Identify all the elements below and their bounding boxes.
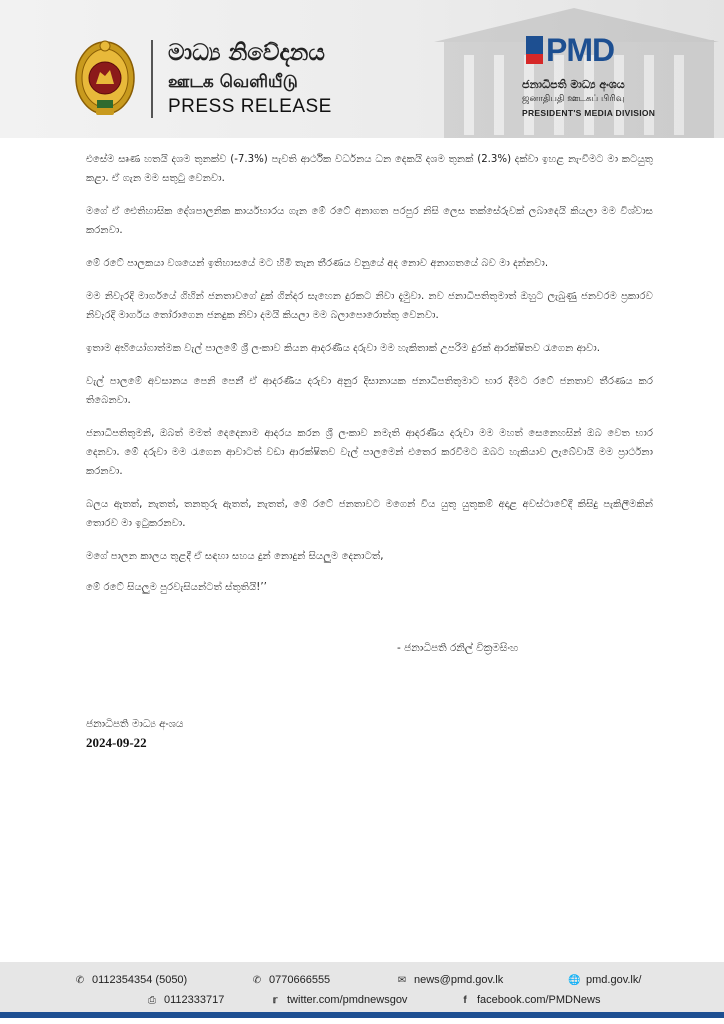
footer-email[interactable] — [396, 974, 503, 986]
pmd-logo — [526, 34, 614, 66]
paragraph: මේ රටේ සියලුම පුරවැසියන්ටත් ස්තුතියි!’’ — [86, 582, 267, 593]
division-tamil: ஜனாதிபதி ஊடகப் பிரிவு — [522, 94, 625, 104]
header-divider — [151, 40, 153, 118]
phone-icon: ✆ — [75, 974, 85, 986]
footer-accent-bar — [0, 1012, 724, 1018]
website-text: pmd.gov.lk/ — [586, 974, 642, 986]
facebook-icon: f — [463, 994, 467, 1006]
signature: - ජනාධිපති රනිල් වික්‍රමසිංහ — [397, 642, 519, 654]
paragraph: එසේම සෘණ හතයි දශම තුනක්ව (-7.3%) පැවති ආර්ථික වර්ධනය ධන දෙකයි දශම තුනක් (2.3%) දක්වා ඉහළ නැංවීමට මා කටයුතු කළා. ඒ ගැන මම සතුටු වෙනවා. — [86, 154, 653, 184]
pmd-logo-mark-icon — [526, 36, 543, 64]
paragraph: වැල් පාලමේ අවසානය පෙනි පෙනී ඒ ආදරණීය දරුවා අනුර දිසානායක ජනාධිපතිතුමාට භාර දීමට රටේ ජනතාව තීරණය කර තිබෙනවා. — [86, 376, 653, 406]
facebook-text: facebook.com/PMDNews — [477, 994, 601, 1006]
footer — [0, 962, 724, 1018]
phone1-text: 0112354354 (5050) — [92, 974, 188, 986]
footer-website[interactable] — [568, 974, 641, 986]
paragraph: මගේ පාලන කාලය තුළදී ඒ සඳහා සහය දුන් නොදුන් සියලුම දෙනාටත්, — [86, 551, 384, 562]
paragraph: බලය ඇතත්, නැතත්, තනතුරු ඇතත්, නැතත්, මේ රටේ ජනතාවට මගෙන් විය යුතු යුතුකම් අදාළ අවස්ථාවේදී කිසිදු පැකිලීමකින් තොරව මා ඉටුකරනවා. — [86, 499, 653, 529]
fax-text: 0112333717 — [164, 994, 225, 1006]
footer-phone2[interactable] — [251, 974, 330, 986]
paragraph: ජනාධිපතිතුමනි, ඔබත් මමත් දෙදෙනාම ආදරය කරන ශ්‍රී ලංකාව නමැති ආදරණීය දරුවා මම මහත් සෙනෙහසින් ඔබ වෙත භාර දෙනවා. මේ දරුවා මම රැගෙන ආවාටත් වඩා ආරක්ෂිතව වැල් පාලමෙන් එතෙර කරවීමට ඔබට හැකියාව ලැබේවායි මම ප්‍රාර්ථනා කරනවා. — [86, 428, 653, 477]
division-sinhala: ජනාධිපති මාධ්‍ය අංශය — [522, 78, 625, 91]
twitter-icon: 𝕣 — [272, 994, 278, 1006]
paragraph: මගේ ඒ ඓතිහාසික දේශපාලනික කාර්යභාරය ගැන මේ රටේ අනාගත පරපුර නිසි ලෙස තක්සේරුවක් ලබාදෙයි කියලා මම විශ්වාස කරනවා. — [86, 206, 653, 236]
twitter-text: twitter.com/pmdnewsgov — [287, 994, 408, 1006]
email-text: news@pmd.gov.lk — [414, 974, 504, 986]
paragraph: මම නිවැරදි මාර්ගයේ ගිහින් ජනතාවගේ දුක් ගින්දර සැහෙන දුරකට නිවා දැමුවා. නව ජනාධිපතිතුමාත් ඔහුට ලැබුණු ජනවරම ප්‍රකාරව නිවැරදි මාර්ගය තෝරාගෙන ජනදුක නිවා දමයි කියලා මම බලාපොරොත්තු වෙනවා. — [86, 291, 653, 321]
title-english: PRESS RELEASE — [168, 96, 332, 117]
phone-icon: ✆ — [252, 974, 262, 986]
fax-icon: ⎙ — [148, 994, 156, 1006]
title-sinhala: මාධ්‍ය නිවේදනය — [168, 40, 325, 66]
paragraph: මේ රටේ පාලකයා වශයෙන් ඉතිහාසයේ මට හිමි තැන තීරණය වනුයේ අද නොව අනාගතයේ බව මා දන්නවා. — [86, 258, 549, 269]
footer-facebook[interactable] — [459, 994, 601, 1006]
press-release-body — [86, 150, 653, 609]
globe-icon: 🌐 — [568, 974, 581, 986]
title-tamil: ஊடக வெளியீடு — [168, 72, 298, 92]
email-icon: ✉ — [397, 974, 407, 986]
division-english: PRESIDENT'S MEDIA DIVISION — [522, 108, 656, 118]
footer-phone1[interactable] — [74, 974, 187, 986]
paragraph: ඉතාම අභියෝගාත්මක වැල් පාලමේ ශ්‍රී ලංකාව කියන ආදරණීය දරුවා මම හැකිතාක් උපරිම දුරක් ආරක්ෂිතව රැගෙන ආවා. — [86, 343, 600, 354]
sri-lanka-emblem-icon — [74, 36, 136, 118]
footer-fax[interactable] — [146, 994, 224, 1006]
header — [0, 0, 724, 138]
phone2-text: 0770666555 — [269, 974, 331, 986]
pmd-logo-text: PMD — [546, 32, 615, 68]
release-date: 2024-09-22 — [86, 735, 147, 750]
footer-twitter[interactable] — [269, 994, 407, 1006]
issuing-division: ජනාධිපති මාධ්‍ය අංශය — [86, 718, 184, 730]
